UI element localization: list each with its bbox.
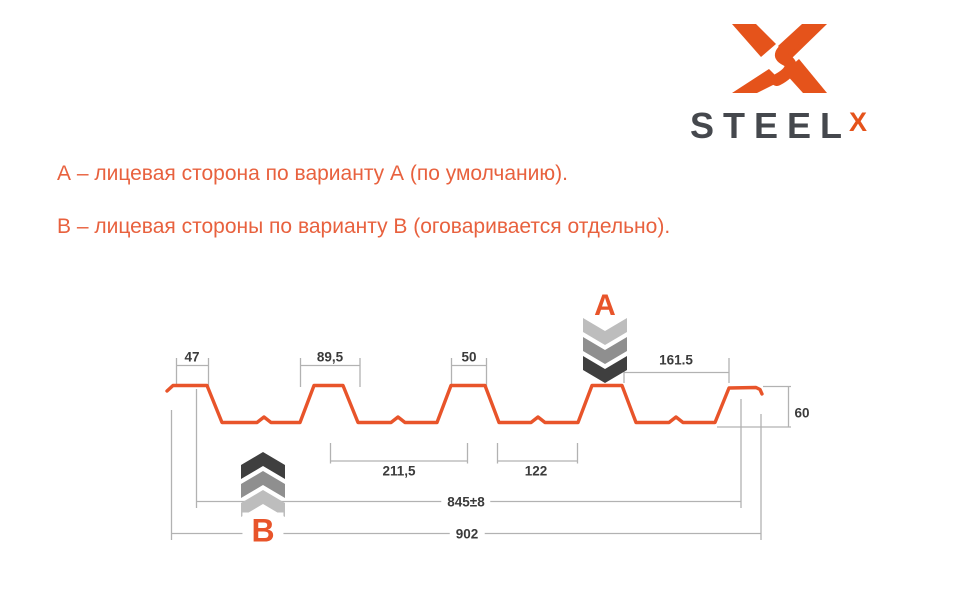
dim-rib-base-width: 89,5 [316,349,344,365]
dim-rib-top-width: 50 [461,349,477,365]
note-variant-a: А – лицевая сторона по варианту А (по умолчанию). [57,162,568,185]
variant-a-chevrons-icon [583,318,627,383]
dim-overall-width: 902 [450,527,485,542]
dim-profile-height: 60 [794,405,810,421]
dim-edge-flat-top: 47 [184,349,200,365]
dim-rib-pitch: 211,5 [382,463,416,479]
variant-b-label: B [242,513,283,550]
brand-name [690,105,905,147]
dim-edge-span-right: 161.5 [659,352,693,368]
profile-outline [167,386,762,423]
variant-b-chevrons-icon [241,452,285,517]
steelx-x-icon [732,24,828,93]
steelx-logo [690,22,905,147]
variant-a-label: A [594,289,616,322]
brand-text: STEEL [690,105,852,146]
dim-working-width: 845±8 [441,495,490,510]
dim-valley-width: 122 [524,463,548,479]
brand-superscript-x: X [849,107,868,137]
note-variant-b: В – лицевая стороны по варианту В (оговаривается отдельно). [57,215,671,238]
profile-drawing [140,280,820,560]
